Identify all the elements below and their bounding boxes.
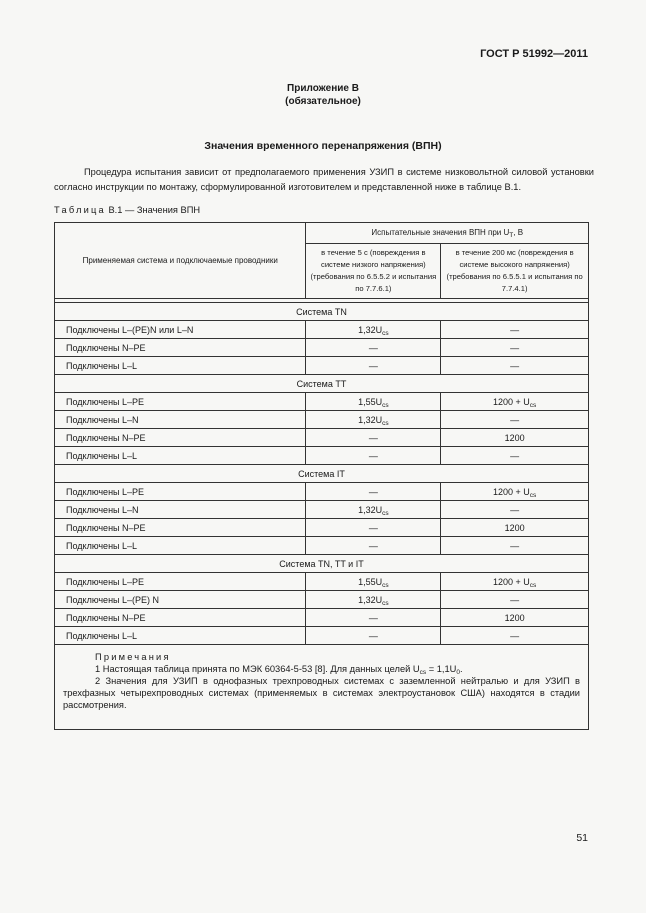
value-200ms: $1200 + U_{cs}$ [441, 483, 589, 501]
connection-label: Подключены N–PE [55, 519, 306, 537]
value-200ms: — [441, 321, 589, 339]
table-caption [54, 205, 200, 215]
value-200ms: — [441, 339, 589, 357]
notes-row [55, 645, 589, 730]
connection-label: Подключены L–PE [55, 483, 306, 501]
table-caption-label: Таблица [54, 205, 106, 215]
value-5s: — [306, 339, 441, 357]
value-5s: $1,32U_{cs}$ [306, 591, 441, 609]
system-name: Система TN [55, 303, 589, 321]
connection-label: Подключены L–L [55, 447, 306, 465]
value-5s: $1,55U_{cs}$ [306, 573, 441, 591]
connection-label: Подключены N–PE [55, 429, 306, 447]
standard-designation: ГОСТ Р 51992—2011 [480, 48, 588, 60]
connection-label: Подключены L–N [55, 501, 306, 519]
value-5s: — [306, 447, 441, 465]
table-caption-text: В.1 — Значения ВПН [105, 205, 201, 215]
connection-label: Подключены N–PE [55, 609, 306, 627]
intro-paragraph: Процедура испытания зависит от предполагаемого применения УЗИП в системе низковольтной силовой установки согласно инструкции по монтажу, сформулированной изготовителем и представленной ниже в таблице В.1. [54, 167, 594, 192]
annex-title: Приложение В [287, 83, 359, 94]
header-200ms-column: в течение 200 мс (повреждения в системе высокого напряжения) (требования по 6.5.5.1 и испытания по 7.7.4.1) [441, 244, 589, 299]
connection-label: Подключены L–N [55, 411, 306, 429]
table-row [55, 573, 589, 591]
value-200ms: — [441, 411, 589, 429]
table-row [55, 483, 589, 501]
value-200ms: — [441, 627, 589, 645]
value-5s: $1,32U_{cs}$ [306, 321, 441, 339]
table-row [55, 321, 589, 339]
value-5s: — [306, 519, 441, 537]
system-header-row [55, 375, 589, 393]
value-200ms: $1200 + U_{cs}$ [441, 393, 589, 411]
connection-label: Подключены N–PE [55, 339, 306, 357]
table-row [55, 339, 589, 357]
notes-cell [55, 645, 589, 730]
value-200ms: 1200 [441, 519, 589, 537]
system-header-row [55, 465, 589, 483]
system-header-row [55, 555, 589, 573]
table-row [55, 393, 589, 411]
connection-label: Подключены L–(PE) N [55, 591, 306, 609]
note-1: 1 Настоящая таблица принята по МЭК 60364-5-53 [8]. Для данных целей $U_{cs} = 1,1U_0$. [95, 664, 463, 676]
value-5s: $1,32U_{cs}$ [306, 501, 441, 519]
value-5s: — [306, 357, 441, 375]
value-200ms: — [441, 447, 589, 465]
table-row [55, 627, 589, 645]
value-200ms: $1200 + U_{cs}$ [441, 573, 589, 591]
section-title: Значения временного перенапряжения (ВПН) [204, 140, 442, 152]
connection-label: Подключены L–(PE)N или L–N [55, 321, 306, 339]
table-row [55, 357, 589, 375]
system-name: Система TN, TT и IT [55, 555, 589, 573]
table-row [55, 501, 589, 519]
connection-label: Подключены L–PE [55, 573, 306, 591]
note-2: 2 Значения для УЗИП в однофазных трехпроводных системах с заземленной нейтралью и для УЗИП в трехфазных четырехпроводных системах (применяемых в системах электроустановок США) находятся в стадии рассмотрения. [63, 676, 580, 710]
header-system-conductors: Применяемая система и подключаемые проводники [55, 223, 306, 299]
system-header-row [55, 303, 589, 321]
annex-status: (обязательное) [285, 96, 361, 107]
value-5s: $1,32U_{cs}$ [306, 411, 441, 429]
value-200ms: — [441, 357, 589, 375]
value-5s: — [306, 609, 441, 627]
system-name: Система TT [55, 375, 589, 393]
value-200ms: — [441, 591, 589, 609]
table-row [55, 429, 589, 447]
table-row [55, 411, 589, 429]
vpn-table [54, 222, 589, 730]
header-5s-column: в течение 5 с (повреждения в системе низкого напряжения) (требования по 6.5.5.2 и испытания по 7.7.6.1) [306, 244, 441, 299]
notes-title: Примечания [95, 652, 171, 662]
connection-label: Подключены L–L [55, 537, 306, 555]
value-200ms: 1200 [441, 429, 589, 447]
table-row [55, 591, 589, 609]
header-test-values: Испытательные значения ВПН при $U_T$, В [306, 223, 589, 244]
connection-label: Подключены L–L [55, 627, 306, 645]
table-row [55, 537, 589, 555]
value-200ms: — [441, 501, 589, 519]
value-5s: — [306, 627, 441, 645]
page-number: 51 [576, 832, 588, 844]
annex-heading [0, 82, 646, 108]
table-row [55, 519, 589, 537]
connection-label: Подключены L–PE [55, 393, 306, 411]
table-row [55, 609, 589, 627]
value-5s: $1,55U_{cs}$ [306, 393, 441, 411]
value-5s: — [306, 429, 441, 447]
connection-label: Подключены L–L [55, 357, 306, 375]
value-5s: — [306, 537, 441, 555]
system-name: Система IT [55, 465, 589, 483]
value-200ms: — [441, 537, 589, 555]
value-200ms: 1200 [441, 609, 589, 627]
value-5s: — [306, 483, 441, 501]
table-row [55, 447, 589, 465]
